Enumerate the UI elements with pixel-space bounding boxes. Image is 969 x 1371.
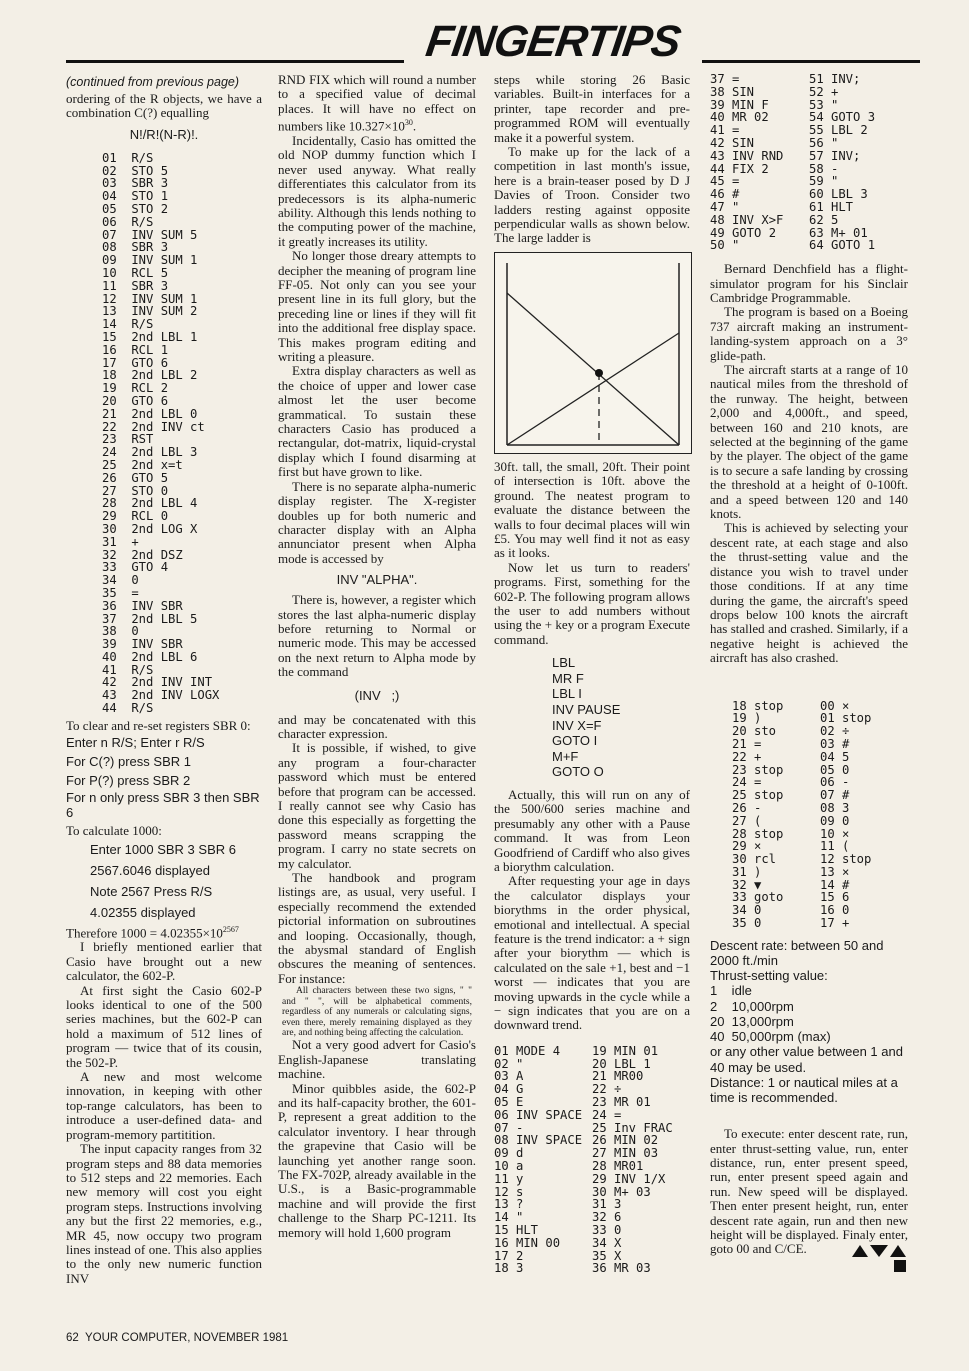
- therefore-line: [66, 923, 262, 941]
- add-program-line: MR F: [552, 670, 584, 686]
- flight-sim-listing-b: 00 × 01 stop 02 ÷ 03 # 04 5 05 0 06 - 07 # 08 3 09 0 10 × 11 ( 12 stop 13 × 14 # 15 6 16 0 17 +: [820, 698, 872, 931]
- intro-text: ordering of the R objects, we have a combination C(?) equalling: [66, 91, 262, 121]
- clear-heading: To clear and re-set registers SBR 0:: [66, 717, 251, 733]
- footer: 62 YOUR COMPUTER, NOVEMBER 1981: [66, 1332, 289, 1344]
- instruction-1: Enter n R/S; Enter r R/S: [66, 735, 205, 751]
- formula: N!/R!(N-R)!.: [129, 126, 199, 142]
- col4-paragraph-2: The program is based on a Boeing 737 aircraft making an instrument-landing-system approach on a 3° glide-path.: [710, 304, 908, 363]
- biorythm-listing-a: 01 MODE 4 02 " 03 A 04 G 05 E 06 INV SPACE 07 - 08 INV SPACE 09 d 10 a 11 y 12 s 13 ? 14 " 15 HLT 16 MIN 00 17 2 18 3: [494, 1043, 583, 1276]
- column-4: [710, 73, 908, 1273]
- calc-step-1: Enter 1000 SBR 3 SBR 6: [90, 841, 236, 857]
- add-program-line: M+F: [552, 748, 579, 764]
- col3-paragraph-2: To make up for the lack of a competition in last month's issue, here is a brain-teaser posed by D J Davies of Troon. Consider two ladders resting against opposite perpendicular walls as shown below. The large ladder is: [494, 144, 690, 246]
- header: [60, 10, 920, 72]
- biorythm-listing-continued: [710, 73, 908, 252]
- col2-paragraph-10: Not a very good advert for Casio's English-Japanese translating machine.: [278, 1037, 476, 1082]
- col4-paragraph-3: The aircraft starts at a range of 10 nautical miles from the threshold of the runway. The height, between 2,000 and 4,000ft., and speed, between 160 and 210 knots, are selected at the beginning of the game by the player. The object of the game is to secure a safe landing by crossing the threshold at a height of 0-100ft. and a speed between 120 and 140 knots.: [710, 362, 908, 522]
- thrust-option: 20 13,000rpm: [710, 1013, 794, 1029]
- col4-paragraph-4: This is achieved by selecting your descent rate, at each stage and also the thrust-setting value and the distance you wish to travel under those conditions. If at any time during the game, the aircraft's speed drops below 100 knots the aircraft has stalled and crashed. Similarly, if a negative height is achieved the aircraft has also crashed.: [710, 520, 908, 666]
- col2-paragraph-3: No longer those dreary attempts to decipher the meaning of program line FF-05. Not only can you see your present line in its full glory, but the preceding line or lines if they will fit into the additional free display space. This makes program editing and writing a pleasure.: [278, 248, 476, 365]
- instruction-2: For C(?) press SBR 1: [66, 754, 191, 770]
- instruction-3: For P(?) press SBR 2: [66, 773, 191, 789]
- ladder-diagram: [494, 252, 692, 454]
- therefore-text: Therefore 1000 = 4.02355×10: [66, 925, 223, 941]
- biorythm-listing-b: 19 MIN 01 20 LBL 1 21 MR00 22 ÷ 23 MR 01 24 = 25 Inv FRAC 26 MIN 02 27 MIN 03 28 MR01 29 INV 1/X 30 M+ 03 31 3 32 6 33 0 34 X 35 X 36 MR 03: [592, 1043, 673, 1276]
- col2-p1-text: RND FIX which will round a number to a specified value of decimal places. It will have no effect on numbers like 10.327×10: [278, 72, 476, 134]
- intersection-point: [595, 369, 603, 377]
- alpha-command: INV "ALPHA".: [336, 572, 418, 588]
- thrust-option: 1 idle: [710, 983, 752, 999]
- col1-paragraph-1: I briefly mentioned earlier that Casio have brought out a new calculator, the 602-P.: [66, 939, 262, 984]
- thrust-option: 2 10,000rpm: [710, 998, 794, 1014]
- thrust-heading: Thrust-setting value:: [710, 968, 828, 984]
- biorythm-listing-d: 51 INV; 52 + 53 " 54 GOTO 3 55 LBL 2 56 " 57 INV; 58 - 59 " 60 LBL 3 61 HLT 62 5 63 M+ 01 64 GOTO 1: [809, 72, 876, 253]
- column-2: [278, 73, 476, 1240]
- manual-quote: All characters between these two signs, " " and " ", will be alphabetical comments, regardless of any numerals or calculating signs, even there, merely remaining displayed as they are, and nothing being affecting the calculation.: [282, 986, 472, 1038]
- add-program-line: LBL: [552, 655, 576, 671]
- add-program-line: GOTO O: [552, 764, 604, 780]
- col2-paragraph-1: [278, 73, 476, 134]
- col2-paragraph-7: and may be concatenated with this character expression.: [278, 711, 476, 741]
- ladder-figure: [495, 253, 691, 453]
- flight-sim-listing-a: 18 stop 19 ) 20 sto 21 = 22 + 23 stop 24 = 25 stop 26 - 27 ( 28 stop 29 × 30 rcl 31 ) 32 ▼ 33 goto 34 0 35 0: [732, 698, 784, 931]
- col2-p1-end: .: [412, 118, 417, 134]
- col3-paragraph-1: steps while storing 26 Basic variables. Built-in interfaces for a printer, tape recorder and pre-programmed ROM will eventually make it a powerful system.: [494, 72, 690, 145]
- descent-rate: Descent rate: between 50 and 2000 ft./min: [710, 937, 884, 969]
- col2-paragraph-4: Extra display characters as well as the choice of upper and lower case almost let the user become grammatical. To sustain these characters Casio has produced a rectangular, dot-matrix, liquid-crystal display which I found disarming at first but have grown to like.: [278, 363, 476, 480]
- column-1: [66, 73, 262, 1286]
- biorythm-listing: [494, 1045, 690, 1275]
- col2-paragraph-11: Minor quibbles aside, the 602-P and its half-capacity brother, the 601-P, represent a great addition to the calculator inventory. I hear through the grapevine that Casio will be launching yet another range soon. The FX-702P, already available in the U.S., is a Basic-programmable machine and will provide the first challenge to the Sharp PC-1211. Its memory will hold 1,600 program: [278, 1080, 476, 1240]
- long-ladder: [507, 293, 679, 445]
- col1-paragraph-2: At first sight the Casio 602-P looks identical to one of the 500 series machines, but the 602-P can hold a maximum of 512 lines of program — twice that of its cousin, the 502-P.: [66, 982, 262, 1070]
- calc-heading: To calculate 1000:: [66, 823, 162, 839]
- calc-step-4: 4.02355 displayed: [90, 904, 196, 920]
- col2-paragraph-8: It is possible, if wished, to give any program a four-character password which must be entered before that program can be accessed. I really cannot see why Casio has done this especially as forgetting the password means scrapping the program. I carry no state secrets on my calculator.: [278, 740, 476, 871]
- header-rule-right: [702, 60, 920, 63]
- col4-paragraph-1: Bernard Denchfield has a flight-simulator program for his Sinclair Cambridge Programmable.: [710, 261, 908, 305]
- col2-paragraph-5: There is no separate alpha-numeric display register. The X-register doubles up for both numeric and character display with an Alpha annunciator present when Alpha mode is accessed by: [278, 478, 476, 566]
- instruction-4: For n only press SBR 3 then SBR 6: [66, 790, 260, 821]
- end-mark-icon: [850, 1243, 908, 1273]
- calc-step-3: Note 2567 Press R/S: [90, 883, 213, 899]
- add-program-line: GOTO I: [552, 733, 598, 749]
- col2-paragraph-2: Incidentally, Casio has omitted the old NOP dummy function which I never used anyway. What really differentiates this calculator from its predecessors is its alpha-numeric ability. Although this lends nothing to the computing power of the machine, it greatly increases its utility.: [278, 132, 476, 249]
- col2-p1-exponent: 30: [404, 118, 413, 128]
- add-program: [494, 655, 690, 780]
- col3-paragraph-6: After requesting your age in days the calculator displays your biorythms in the order physical, emotional and intellectual. A special feature is the trend indicator: a + sign after your biorythm — which is calculated on the sale +1, best and −1 worst — indicates that you are moving upwards in the cycle while a − sign indicates that you are on a downward trend.: [494, 873, 690, 1033]
- thrust-other: or any other value between 1 and 40 may be used.: [710, 1044, 903, 1075]
- col2-paragraph-6: There is, however, a register which stores the last alpha-numeric display before returning to Normal or numeric mode. This may be accessed on the next return to Alpha mode by the command: [278, 592, 476, 680]
- calc-step-2: 2567.6046 displayed: [90, 862, 210, 878]
- col2-paragraph-9: The handbook and program listings are, as usual, very useful. I especially recommend the extended pictorial information on subroutines and looping. Occasionally, though, the abysmal standard of English obscures the meaning of sentences. For instance:: [278, 870, 476, 986]
- therefore-exponent: 2567: [222, 924, 239, 934]
- col3-paragraph-4: Now let us turn to readers' programs. First, something for the 602-P. The following program allows the user to add numbers without using the + key or a program Execute command.: [494, 559, 690, 647]
- biorythm-listing-c: 37 = 38 SIN 39 MIN F 40 MR 02 41 = 42 SIN 43 INV RND 44 FIX 2 45 = 46 # 47 " 48 INV X>F 49 GOTO 2 50 ": [710, 72, 784, 253]
- page-title: FINGERTIPS: [423, 17, 684, 66]
- add-program-line: LBL I: [552, 686, 582, 702]
- col1-paragraph-3: A new and most welcome innovation, in keeping with other top-range calculators, has been to introduce a user-defined data- and program-memory partitition.: [66, 1069, 262, 1142]
- program-listing-1: 01 R/S 02 STO 5 03 SBR 3 04 STO 1 05 STO 2 06 R/S 07 INV SUM 5 08 SBR 3 09 INV SUM 1 10 RCL 5 11 SBR 3 12 INV SUM 1 13 INV SUM 2 14 R/S 15 2nd LBL 1 16 RCL 1 17 GTO 6 18 2nd LBL 2 19 RCL 2 20 GTO 6 21 2nd LBL 0 22 2nd INV ct 23 RST 24 2nd LBL 3 25 2nd x=t 26 GTO 5 27 STO 0 28 2nd LBL 4 29 RCL 0 30 2nd LOG X 31 + 32 2nd DSZ 33 GTO 4 34 0 35 = 36 INV SBR 37 2nd LBL 5 38 0 39 INV SBR 40 2nd LBL 6 41 R/S 42 2nd INV INT 43 2nd INV LOGX 44 R/S: [102, 150, 220, 716]
- header-rule-left: [66, 60, 404, 63]
- continued-note: (continued from previous page): [66, 75, 240, 89]
- flight-sim-listing: [732, 700, 908, 930]
- col3-paragraph-3: 30ft. tall, the small, 20ft. Their point of intersection is 10ft. above the ground. The neatest program to evaluate the distance between the walls to four decimal places will win £5. You may well find it not as easy as it looks.: [494, 458, 690, 561]
- execute-instructions: To execute: enter descent rate, run, enter thrust-setting value, run, enter distance, run, enter present speed, run, enter present speed again and run. New speed will be displayed. Then enter present height, run, enter descent rate again, run and then new height will be displayed. Finaly enter, goto 00 and C/CE.: [710, 1126, 908, 1257]
- distance-note: Distance: 1 or nautical miles at a time is recommended.: [710, 1074, 898, 1105]
- thrust-option: 40 50,000rpm (max): [710, 1029, 831, 1045]
- column-3: [494, 73, 690, 1275]
- short-ladder: [507, 333, 679, 445]
- recall-command: (INV ;): [354, 687, 400, 703]
- col1-paragraph-4: The input capacity ranges from 32 program steps and 88 data memories to 512 steps and 22 memories. Each new memory will cost you eight program steps. Instructions involving any but the first 22 memories, e.g., MR 45, now occupy two program lines instead of one. This also applies to the only new numeric function INV: [66, 1141, 262, 1286]
- add-program-line: INV X=F: [552, 717, 602, 733]
- add-program-line: INV PAUSE: [552, 701, 621, 717]
- col3-paragraph-5: Actually, this will run on any of the 500/600 series machine and presumably any other with a Pause command. It was from Leon Goodfriend of Cardiff who also gives a biorythm calculation.: [494, 786, 690, 874]
